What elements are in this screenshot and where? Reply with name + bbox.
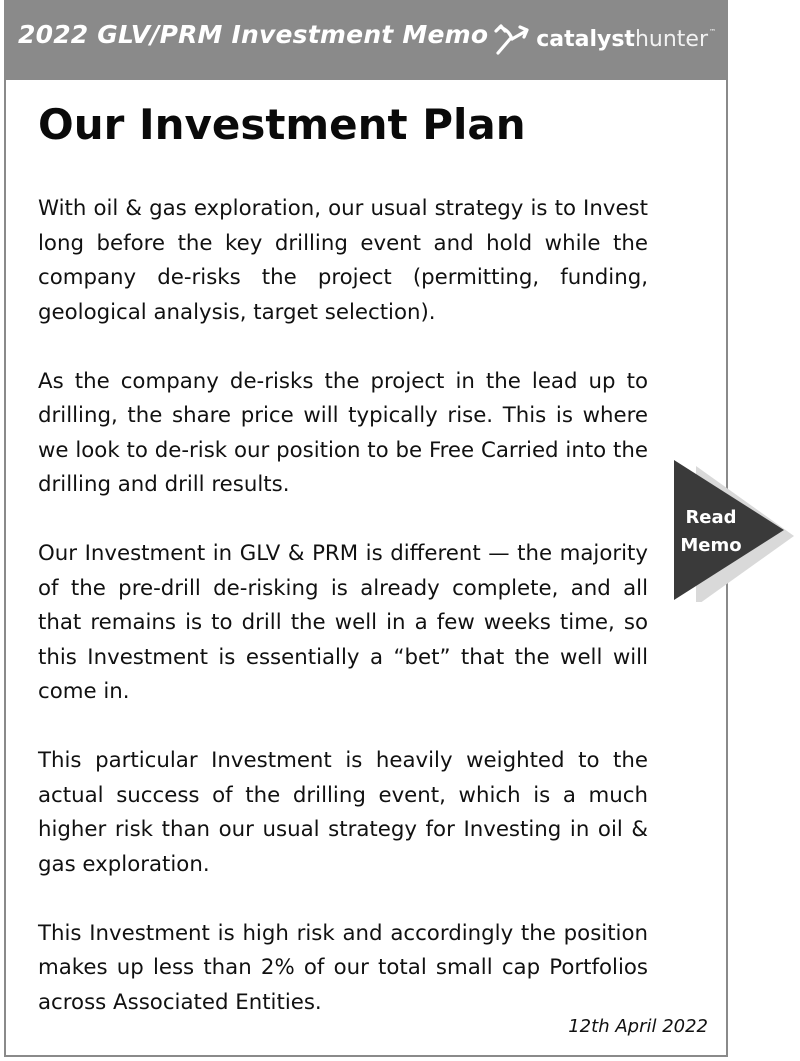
read-memo-label	[674, 504, 748, 560]
read-memo-button[interactable]	[674, 460, 798, 602]
brand-name-light: hunter	[634, 26, 708, 52]
page-title: Our Investment Plan	[38, 100, 526, 149]
paragraph-1: With oil & gas exploration, our usual strategy is to Invest long before the key drilling event and hold while the company de-risks the project (permitting, funding, geological analysis, target selection).	[38, 196, 648, 325]
paragraph-4: This particular Investment is heavily weighted to the actual success of the drilling event, which is a much higher risk than our usual strategy for Investing in oil & gas exploration.	[38, 748, 648, 877]
brand-trademark: ™	[709, 28, 716, 36]
memo-body	[38, 192, 648, 1055]
paragraph-3: Our Investment in GLV & PRM is different — the majority of the pre-drill de-risking is already complete, and all that remains is to drill the well in a few weeks time, so this Investment is essentially a “bet” that the well will come in.	[38, 541, 648, 704]
brand-name-bold: catalyst	[536, 26, 635, 52]
memo-date: 12th April 2022	[568, 1016, 708, 1037]
arrows-logo-icon	[492, 19, 532, 59]
header-bar	[4, 0, 728, 80]
read-memo-line2: Memo	[680, 535, 742, 556]
brand-logo	[492, 14, 716, 64]
read-memo-line1: Read	[685, 507, 737, 528]
paragraph-2: As the company de-risks the project in the lead up to drilling, the share price will typically rise. This is where we look to de-risk our position to be Free Carried into the drilling and drill results.	[38, 368, 648, 497]
paragraph-5: This Investment is high risk and accordingly the position makes up less than 2% of our total small cap Portfolios across Associated Entities.	[38, 920, 648, 1015]
header-title: 2022 GLV/PRM Investment Memo	[18, 20, 489, 49]
